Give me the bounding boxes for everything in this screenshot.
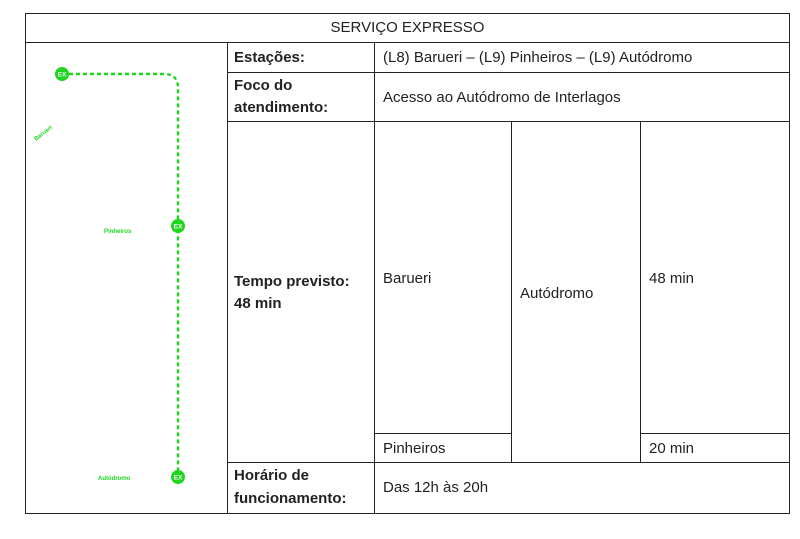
badge-barueri xyxy=(55,67,69,81)
table-title: SERVIÇO EXPRESSO xyxy=(330,19,485,36)
express-service-table xyxy=(25,13,790,514)
foco-label-cell xyxy=(228,73,375,122)
tempo-origin-2: Pinheiros xyxy=(383,440,446,457)
foco-label-line1: Foco do xyxy=(234,77,293,94)
station-label-barueri: Barueri xyxy=(33,124,54,143)
horario-value-cell xyxy=(375,463,789,513)
foco-value: Acesso ao Autódromo de Interlagos xyxy=(383,89,621,106)
tempo-time-2-cell xyxy=(641,434,789,463)
horario-value: Das 12h às 20h xyxy=(383,479,489,496)
badge-barueri-label: EX xyxy=(57,71,67,79)
route-map-cell xyxy=(26,43,228,513)
horario-label-cell xyxy=(228,463,375,513)
tempo-destination: Autódromo xyxy=(520,285,594,302)
tempo-origin-2-cell xyxy=(375,434,512,463)
tempo-time-2: 20 min xyxy=(649,440,695,457)
foco-label-line2: atendimento: xyxy=(234,99,329,116)
tempo-origin-1: Barueri xyxy=(383,270,432,287)
tempo-time-1: 48 min xyxy=(649,270,695,287)
estacoes-value-cell xyxy=(375,43,789,73)
badge-autodromo-label: EX xyxy=(173,474,183,482)
badge-autodromo xyxy=(171,470,185,484)
tempo-label-line2: 48 min xyxy=(234,295,282,312)
foco-value-cell xyxy=(375,73,789,122)
tempo-label-line1: Tempo previsto: xyxy=(234,273,350,290)
route-map xyxy=(26,43,227,513)
estacoes-label-cell xyxy=(228,43,375,73)
horario-label-line1: Horário de xyxy=(234,467,310,484)
station-label-autodromo: Autódromo xyxy=(98,476,131,482)
badge-pinheiros xyxy=(171,219,185,233)
tempo-label-cell xyxy=(228,122,375,463)
horario-label-line2: funcionamento: xyxy=(234,490,347,507)
tempo-time-1-cell xyxy=(641,122,789,434)
tempo-destination-cell xyxy=(512,122,641,463)
estacoes-value: (L8) Barueri – (L9) Pinheiros – (L9) Autódromo xyxy=(383,49,693,66)
station-label-pinheiros: Pinheiros xyxy=(104,229,132,235)
badge-pinheiros-label: EX xyxy=(173,223,183,231)
estacoes-label: Estações: xyxy=(234,49,305,66)
route-line xyxy=(62,74,178,477)
title-cell xyxy=(26,14,789,43)
tempo-origin-1-cell xyxy=(375,122,512,434)
